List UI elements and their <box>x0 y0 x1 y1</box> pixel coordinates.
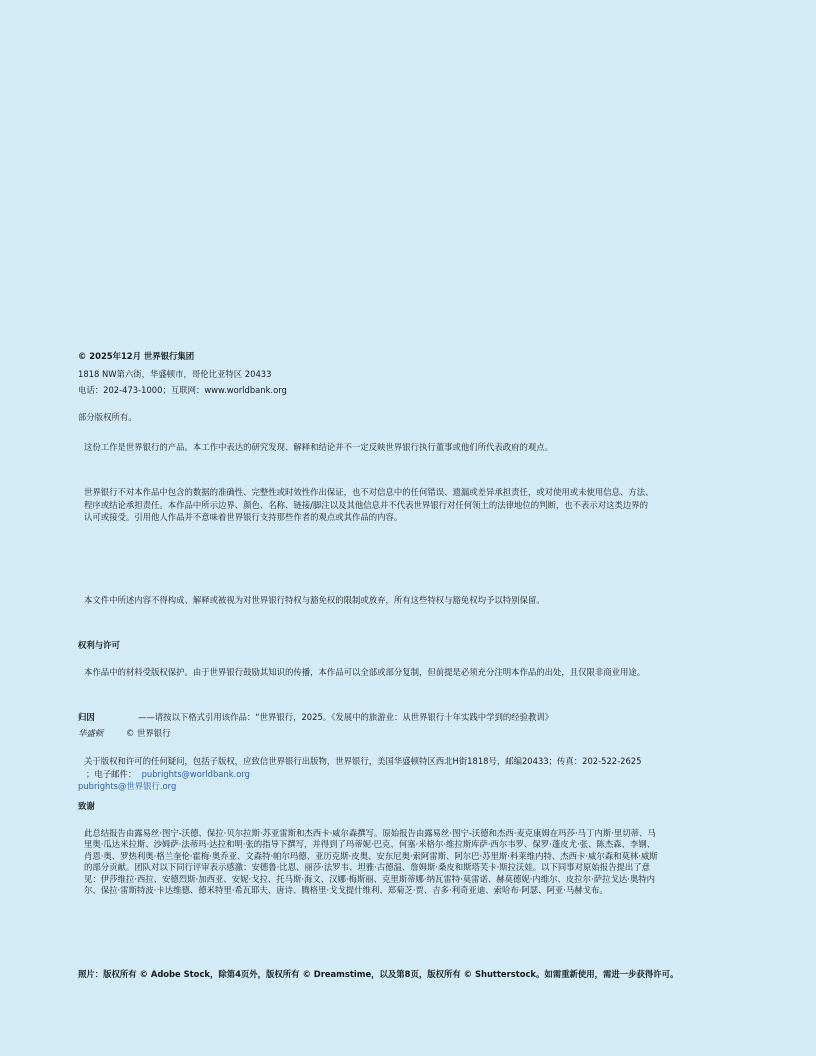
privileges-notice: 本文件中所述内容不得构成、解释或被视为对世界银行特权与豁免权的限制或放弃，所有这些特权与豁免权均予以特别保留。 <box>84 595 545 605</box>
copyright-line: © 2025年12月 世界银行集团 <box>78 351 195 361</box>
ack-line: 此总结报告由露易丝·图宁-沃德、保拉·贝尔拉斯·苏亚雷斯和杰西卡·威尔森撰写。原始报告由露易丝·图宁-沃德和杰西·麦克康姆在玛莎·马丁内斯·里切蒂、马 <box>84 828 656 838</box>
rights-heading: 权利与许可 <box>78 640 120 650</box>
email-link-alt[interactable]: pubrights@世界银行.org <box>78 781 177 792</box>
disclaimer-accuracy-line: 世界银行不对本作品中包含的数据的准确性、完整性或时效性作出保证，也不对信息中的任何错误、遗漏或差异承担责任，或对使用或未使用信息、方法、 <box>84 487 654 497</box>
ack-heading: 致谢 <box>78 801 95 811</box>
citation-city: 华盛顿 <box>78 727 104 738</box>
address-line: 1818 NW第六街，华盛顿市，哥伦比亚特区 20433 <box>78 369 272 379</box>
email-link[interactable]: pubrights@worldbank.org <box>141 768 250 779</box>
rights-reserved: 部分版权所有。 <box>78 412 137 422</box>
attribution-block <box>78 711 758 739</box>
disclaimer-views: 这份工作是世界银行的产品。本工作中表达的研究发现、解释和结论并不一定反映世界银行执行董事或他们所代表政府的观点。 <box>84 442 553 452</box>
ack-line: 见：伊莎维拉·西拉、安德烈斯·加西亚、安妮·戈拉、托马斯·海文、汉娜·梅斯丽、克里斯蒂娜·纳瓦雷特·莫雷诺、赫莫德妮·内维尔、皮拉尔·萨拉戈达·奥特内 <box>84 873 655 884</box>
citation-text: ——请按以下格式引用该作品：“世界银行，2025。《发展中的旅游业：从世界银行十年实践中学到的经验教训》 <box>138 712 554 722</box>
disclaimer-accuracy <box>84 486 744 524</box>
contact-line: 电话：202-473-1000；互联网：www.worldbank.org <box>78 385 287 395</box>
ack-line: 肖恩·奥、罗热利奥·格兰奎伦·霍梅·奥乔亚、文森特·帕尔玛德、亚历克斯·皮奥、安东尼奥·索阿雷斯、阿尔巴·苏里斯·科莱维内特、杰西卡·威尔森和莫林·威斯 <box>84 850 658 861</box>
ack-line: 里奥·瓜达米拉斯、沙姆萨·法蒂玛·达拉和明·张的指导下撰写，并得到了玛蒂妮·巴克、何塞·米格尔·维拉斯库萨·西尔韦罗、保罗·蓬皮尤·张、陈杰森、李钢、 <box>84 839 655 850</box>
ack-text <box>84 828 744 896</box>
ack-line: 的部分贡献。团队对以下同行评审表示感激：安德鲁·比恩、丽莎·法罗韦、坦雅·古德温、詹姆斯·桑皮和斯塔芙卡·斯拉沃娃。以下同事对原始报告提出了意 <box>84 862 651 873</box>
inquiries-line: 关于版权和许可的任何疑问，包括子版权，应致信世界银行出版物，世界银行，美国华盛顿特区西北H街1818号，邮编20433；传真：202-522-2625 <box>84 756 642 766</box>
disclaimer-accuracy-line: 程序或结论承担责任。本作品中所示边界、颜色、名称、链接/脚注以及其他信息并不代表世界银行对任何领土的法律地位的判断，也不表示对这类边界的 <box>84 499 648 510</box>
photo-credits: 照片：版权所有 © Adobe Stock，除第4页外，版权所有 © Dreamstime，以及第8页，版权所有 © Shutterstock。如需重新使用，需进一步获得许可。 <box>78 969 679 979</box>
rights-text: 本作品中的材料受版权保护。由于世界银行鼓励其知识的传播，本作品可以全部或部分复制，但前提是必须充分注明本作品的出处，且仅限非商业用途。 <box>84 667 646 677</box>
inquiries-block <box>78 755 758 793</box>
email-prefix: ；电子邮件： <box>86 768 137 779</box>
attribution-label: 归因 <box>78 712 95 722</box>
citation-publisher: © 世界银行 <box>126 727 171 738</box>
disclaimer-accuracy-line: 认可或接受。引用他人作品并不意味着世界银行支持那些作者的观点或其作品的内容。 <box>84 512 403 523</box>
ack-line: 尔、保拉·雷斯特波·卡达维德、德米特里·希瓦耶夫、唐诗、腾格里·戈戈提什维利、郑菊芝·贾、吉多·利奇亚迪、索哈布·阿瑟、阿亚·马赫戈布。 <box>84 885 608 896</box>
